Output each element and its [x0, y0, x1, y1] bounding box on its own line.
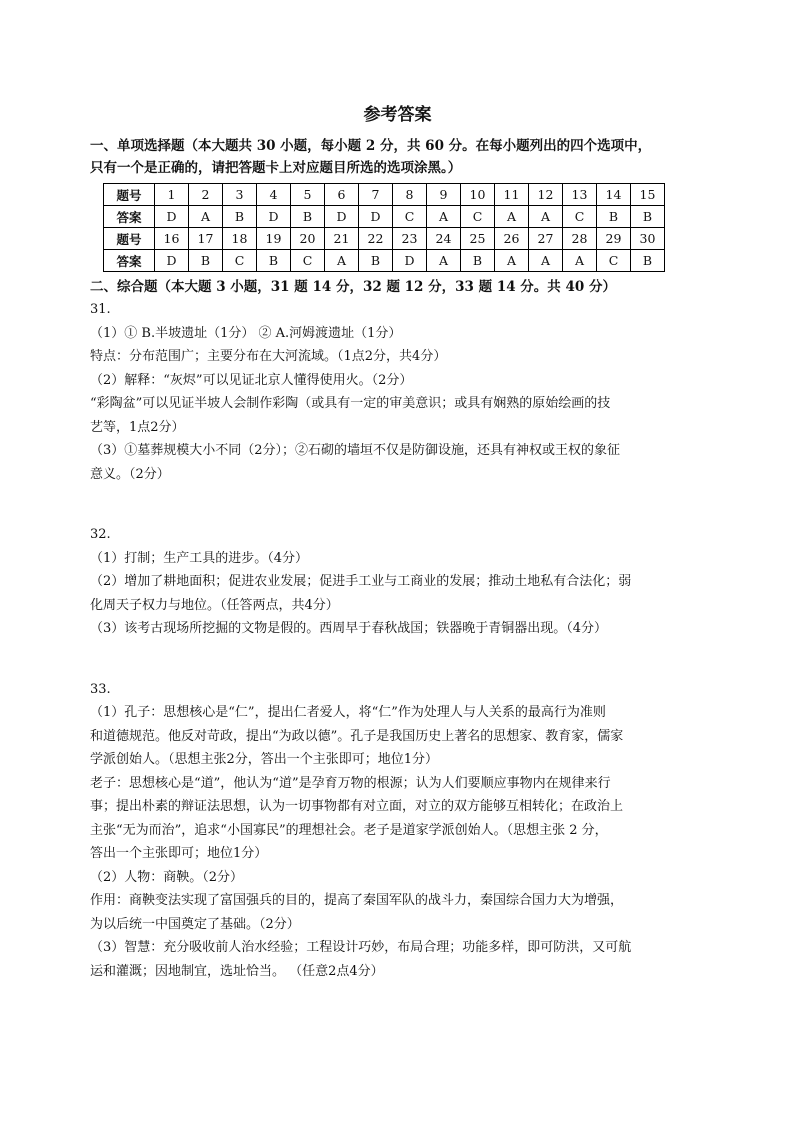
q32-line: 化周天子权力与地位。（任答两点，共4分）: [90, 597, 339, 613]
question-number: 10: [461, 184, 495, 206]
q33-line: 答出一个主张即可；地位1分）: [90, 846, 268, 861]
section1-heading-line2: 只有一个是正确的，请把答题卡上对应题目所选的选项涂黑。）: [90, 160, 462, 176]
question-number: 4: [257, 184, 291, 206]
page-title: 参考答案: [363, 105, 432, 125]
answer-page: [90, 100, 705, 983]
q32-line: （1）打制；生产工具的进步。（4分）: [90, 550, 309, 566]
q33-line: （3）智慧：充分吸收前人治水经验；工程设计巧妙，布局合理；功能多样，即可防洪，又可航: [90, 940, 632, 955]
question-number: 9: [427, 184, 461, 206]
q32-line: （3）该考古现场所挖掘的文物是假的。西周早于春秋战国；铁器晚于青铜器出现。（4分）: [90, 621, 608, 636]
answer-cell: D: [155, 206, 189, 228]
q33-line: 为以后统一中国奠定了基础。（2分）: [90, 916, 300, 932]
answer-cell: B: [461, 250, 495, 272]
answer-cell: C: [223, 250, 257, 272]
question-number: 11: [495, 184, 529, 206]
answer-cell: A: [529, 250, 563, 272]
spacer: [90, 486, 705, 523]
spacer: [90, 641, 705, 678]
table-row-answers-1: [104, 206, 665, 228]
answer-cell: A: [189, 206, 223, 228]
question-number: 18: [223, 228, 257, 250]
question-number: 7: [359, 184, 393, 206]
q33-line: 和道德规范。他反对苛政，提出“为政以德”。孔子是我国历史上著名的思想家、教育家，儒家: [90, 728, 624, 744]
question-number: 2: [189, 184, 223, 206]
q31-line: 艺等，1点2分）: [90, 419, 185, 435]
question-number: 23: [393, 228, 427, 250]
answer-cell: D: [257, 206, 291, 228]
q33-line: 主张“无为而治”，追求“小国寡民”的理想社会。老子是道家学派创始人。（思想主张 2 分，: [90, 822, 608, 838]
q33-line: 33.: [90, 681, 111, 697]
answer-cell: A: [563, 250, 597, 272]
answer-cell: B: [189, 250, 223, 272]
question-number: 22: [359, 228, 393, 250]
answer-table: [103, 183, 665, 272]
answer-cell: A: [427, 206, 461, 228]
q33-line: 老子：思想核心是“道”，他认为“道”是孕育万物的根源；认为人们要顺应事物内在规律来行: [90, 775, 611, 791]
answer-cell: C: [291, 250, 325, 272]
answer-cell: D: [325, 206, 359, 228]
answer-cell: A: [427, 250, 461, 272]
answer-cell: D: [155, 250, 189, 272]
q31-line: 意义。（2分）: [90, 466, 170, 482]
answer-cell: A: [495, 206, 529, 228]
q31-line: 特点：分布范围广；主要分布在大河流域。（1点2分，共4分）: [90, 349, 447, 364]
question-number: 6: [325, 184, 359, 206]
question-number: 8: [393, 184, 427, 206]
table-row-numbers-1: [104, 184, 665, 206]
question-number: 13: [563, 184, 597, 206]
question-number: 27: [529, 228, 563, 250]
question-31-block: [90, 298, 705, 486]
question-number: 3: [223, 184, 257, 206]
q31-line: （3）①墓葬规模大小不同（2分）；②石砌的墙垣不仅是防御设施，还具有神权或王权的象征: [90, 443, 621, 458]
question-32-block: [90, 523, 705, 641]
q31-line: “彩陶盆”可以见证半坡人会制作彩陶（或具有一定的审美意识；或具有娴熟的原始绘画的技: [90, 396, 611, 411]
table-row-numbers-2: [104, 228, 665, 250]
question-33-block: [90, 678, 705, 984]
q33-line: 事；提出朴素的辩证法思想，认为一切事物都有对立面，对立的双方能够互相转化；在政治上: [90, 799, 624, 814]
question-number: 21: [325, 228, 359, 250]
row-label-question: 题号: [104, 228, 155, 250]
question-number: 20: [291, 228, 325, 250]
question-number: 24: [427, 228, 461, 250]
q32-line: 32.: [90, 527, 111, 542]
answer-cell: B: [257, 250, 291, 272]
q32-line: （2）增加了耕地面积；促进农业发展；促进手工业与工商业的发展；推动土地私有合法化；弱: [90, 574, 632, 589]
answer-cell: B: [223, 206, 257, 228]
answer-cell: B: [291, 206, 325, 228]
question-number: 1: [155, 184, 189, 206]
question-number: 15: [631, 184, 665, 206]
q33-line: 作用：商鞅变法实现了富国强兵的目的，提高了秦国军队的战斗力，秦国综合国力大为增强，: [90, 893, 624, 908]
answer-cell: C: [461, 206, 495, 228]
answer-cell: D: [359, 206, 393, 228]
answer-cell: C: [597, 250, 631, 272]
section2-heading: 二、综合题（本大题 3 小题，31 题 14 分，32 题 12 分，33 题 14 分。共 40 分）: [90, 279, 616, 295]
table-row-answers-2: [104, 250, 665, 272]
q33-line: （2）人物：商鞅。（2分）: [90, 869, 244, 885]
row-label-answer: 答案: [104, 250, 155, 272]
row-label-question: 题号: [104, 184, 155, 206]
question-number: 5: [291, 184, 325, 206]
answer-cell: A: [325, 250, 359, 272]
question-number: 29: [597, 228, 631, 250]
answer-cell: B: [631, 206, 665, 228]
question-number: 30: [631, 228, 665, 250]
question-number: 28: [563, 228, 597, 250]
answer-cell: C: [563, 206, 597, 228]
section1-heading-line1: 一、单项选择题（本大题共 30 小题，每小题 2 分，共 60 分。在每小题列出的四个选项中，: [90, 138, 652, 154]
answer-cell: B: [359, 250, 393, 272]
answer-cell: A: [529, 206, 563, 228]
q33-line: 学派创始人。（思想主张2分，答出一个主张即可；地位1分）: [90, 752, 439, 767]
q33-line: （1）孔子：思想核心是“仁”，提出仁者爱人，将“仁”作为处理人与人关系的最高行为准则: [90, 705, 606, 720]
q31-line: （2）解释：“灰烬”可以见证北京人懂得使用火。（2分）: [90, 372, 413, 388]
answer-cell: D: [393, 250, 427, 272]
q33-line: 运和灌溉；因地制宜，选址恰当。 （任意2点4分）: [90, 963, 384, 979]
q31-line: （1）① B.半坡遗址（1分） ② A.河姆渡遗址（1分）: [90, 325, 402, 341]
answer-cell: A: [495, 250, 529, 272]
q31-line: 31.: [90, 302, 111, 317]
question-number: 16: [155, 228, 189, 250]
question-number: 14: [597, 184, 631, 206]
answer-cell: B: [597, 206, 631, 228]
answer-cell: B: [631, 250, 665, 272]
question-number: 19: [257, 228, 291, 250]
answer-cell: C: [393, 206, 427, 228]
question-number: 17: [189, 228, 223, 250]
question-number: 25: [461, 228, 495, 250]
row-label-answer: 答案: [104, 206, 155, 228]
question-number: 12: [529, 184, 563, 206]
question-number: 26: [495, 228, 529, 250]
